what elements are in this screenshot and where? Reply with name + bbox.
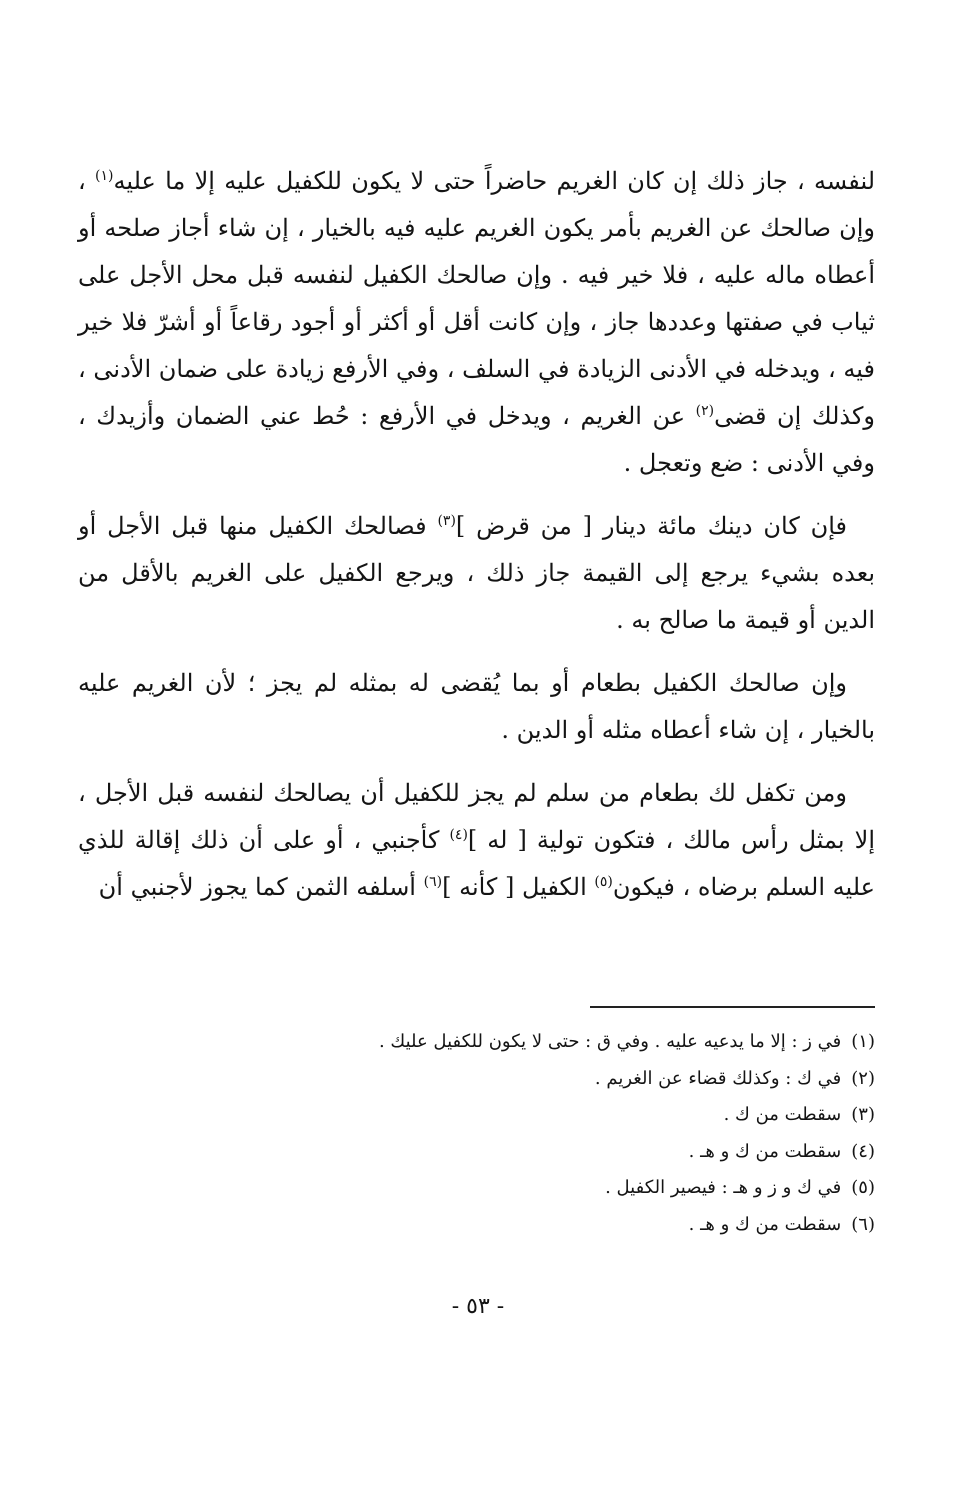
footnote — [78, 1097, 875, 1134]
paragraph-text: فصالحك الكفيل منها قبل الأجل أو بعده بشيء يرجع إلى القيمة جاز ذلك ، ويرجع الكفيل على الغريم بالأقل من الدين أو قيمة ما صالح به . — [78, 512, 876, 634]
paragraph-text: لنفسه ، جاز ذلك إن كان الغريم حاضراً حتى لا يكون للكفيل عليه إلا ما عليه — [113, 167, 876, 195]
paragraph-text: ، وإن صالحك عن الغريم بأمر يكون الغريم عليه فيه بالخيار ، إن شاء أجاز صلحه أو أعطاه ماله عليه ، فلا خير فيه . وإن صالحك الكفيل لنفسه قبل محل الأجل على ثياب في صفتها وعددها جاز ، وإن كانت أقل أو أكثر أو أجود رقاعاً أو أشرّ فلا خير فيه ، ويدخله في الأدنى الزيادة في السلف ، وفي الأرفع زيادة على ضمان الأدنى ، وكذلك إن قضى — [78, 167, 875, 430]
footnote-marker: (١) — [95, 168, 114, 184]
paragraph-text: الكفيل [ كأنه ] — [442, 873, 595, 901]
paragraph — [78, 770, 875, 911]
footnote-marker: (٦) — [423, 874, 443, 890]
footnote — [78, 1134, 875, 1171]
paragraph — [78, 503, 875, 644]
footnote-marker: (٥) — [594, 874, 613, 890]
paragraph-text: كأجنبي ، أو على أن ذلك إقالة للذي عليه السلم برضاه ، فيكون — [78, 826, 875, 901]
paragraph-text: عن الغريم ، ويدخل في الأرفع : حُط عني الضمان وأزيدك ، وفي الأدنى : ضع وتعجل . — [78, 402, 875, 477]
footnote-text: في ز : إلا ما يدعيه عليه . وفي ق : حتى لا يكون للكفيل عليك . — [378, 1031, 842, 1052]
footnote-text: سقطت من ك و هـ . — [688, 1213, 842, 1235]
footnote-text: سقطت من ك و هـ . — [688, 1140, 842, 1162]
footnote-text: في ك و ز و هـ : فيصير الكفيل . — [605, 1177, 842, 1198]
footnotes — [78, 1024, 875, 1243]
footnote — [78, 1061, 875, 1098]
footnote — [78, 1207, 875, 1244]
footnote-number: (٦) — [851, 1213, 875, 1235]
footnote-text: في ك : وكذلك قضاء عن الغريم . — [594, 1067, 842, 1089]
footnote-separator — [590, 1006, 875, 1008]
paragraph — [78, 158, 875, 487]
main-text — [78, 158, 875, 911]
footnote-number: (١) — [851, 1031, 875, 1052]
footnote-number: (٤) — [851, 1140, 875, 1162]
footnote-text: سقطت من ك . — [723, 1104, 842, 1125]
footnote-number: (٥) — [851, 1177, 875, 1198]
footnote-marker: (٢) — [695, 403, 715, 419]
footnote-number: (٣) — [851, 1104, 875, 1125]
footnote-number: (٢) — [851, 1067, 875, 1089]
paragraph — [78, 660, 875, 754]
paragraph-text: أسلفه الثمن كما يجوز لأجنبي أن — [98, 873, 424, 901]
footnote-marker: (٣) — [437, 513, 456, 529]
paragraph-text: ومن تكفل لك بطعام من سلم لم يجز للكفيل أن يصالحك لنفسه قبل الأجل ، إلا بمثل رأس مالك ، فتكون تولية [ له ] — [78, 779, 875, 854]
page-number: - ٥٣ - — [451, 1294, 505, 1319]
footnote — [78, 1170, 875, 1207]
footnote-marker: (٤) — [449, 827, 468, 843]
paragraph-text: وإن صالحك الكفيل بطعام أو بما يُقضى له بمثله لم يجز ؛ لأن الغريم عليه بالخيار ، إن شاء أعطاه مثله أو الدين . — [78, 669, 875, 744]
footnote — [78, 1024, 875, 1061]
paragraph-text: فإن كان دينك مائة دينار [ من قرض ] — [455, 512, 848, 540]
